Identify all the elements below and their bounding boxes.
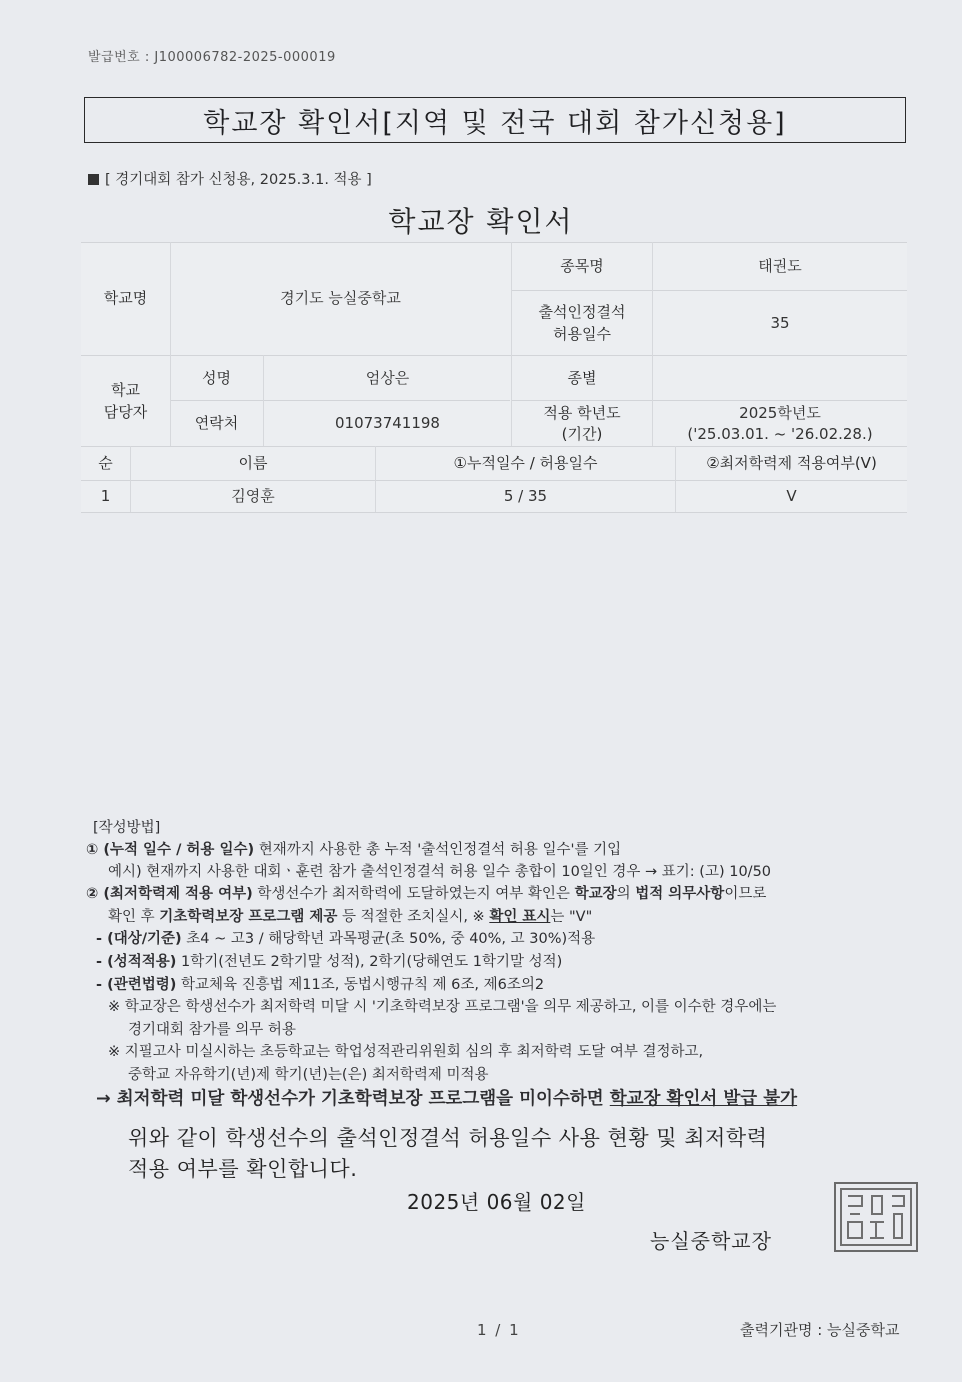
guide-line-4-text-e: 는 "V"	[550, 909, 593, 925]
manager-label-1: 학교	[111, 380, 140, 399]
guide-line-3-text-c: 의	[616, 886, 636, 902]
guide-line-3-text-d: 법적 의무사항	[635, 886, 725, 902]
guide-line-6-bold: - (성적적용)	[96, 954, 177, 970]
table-row-minimum: V	[786, 487, 797, 506]
seal-pattern	[836, 1184, 916, 1250]
header-title: 학교장 확인서[지역 및 전국 대회 참가신청용]	[203, 107, 787, 139]
guide-line-3	[86, 882, 766, 903]
table-row-days: 5 / 35	[503, 487, 548, 506]
manager-label	[81, 356, 170, 446]
issue-number: 발급번호 : J100006782-2025-000019	[88, 50, 336, 65]
allowed-days-label-2: 허용일수	[553, 325, 611, 343]
doc-title: 학교장 확인서	[388, 205, 574, 238]
guide-line-4-text-c: 등 적절한 조치실시, ※	[337, 909, 490, 925]
guide-line-11: 중학교 자유학기(년)제 학기(년)는(은) 최저학력제 미적용	[128, 1067, 489, 1083]
guide-heading: [작성방법]	[93, 820, 161, 836]
guide-line-12	[96, 1085, 797, 1110]
contact-label: 연락처	[194, 414, 239, 433]
guide-line-4-text-d: 확인 표시	[489, 909, 551, 925]
guide-line-9: 경기대회 참가를 의무 허용	[128, 1022, 296, 1038]
manager-label-2: 담당자	[103, 403, 148, 421]
allowed-days-label	[512, 291, 652, 355]
col-header-name: 이름	[238, 454, 268, 473]
issue-date: 2025년 06월 02일	[407, 1190, 586, 1214]
guide-line-7	[96, 973, 544, 994]
allowed-days-label-1: 출석인정결석	[538, 302, 626, 321]
table-row-name: 김영훈	[231, 487, 275, 506]
sub-note	[88, 168, 372, 189]
principal-name: 능실중학교장	[650, 1229, 772, 1253]
guide-line-7-text: 학교체육 진흥법 제11조, 동법시행규칙 제 6조, 제6조의2	[176, 977, 545, 993]
event-label: 종목명	[560, 256, 604, 275]
year-value-2: ('25.03.01. ~ '26.02.28.)	[687, 424, 873, 443]
col-header-days: ①누적일수 / 허용일수	[453, 454, 598, 473]
confirm-line-2: 적용 여부를 확인합니다.	[128, 1157, 358, 1181]
confirm-line-1: 위와 같이 학생선수의 출석인정결석 허용일수 사용 현황 및 최저학력	[128, 1126, 768, 1150]
guide-line-3-text-a: 학생선수가 최저학력에 도달하였는지 여부 확인은	[252, 886, 575, 902]
guide-line-2: 예시) 현재까지 사용한 대회ㆍ훈련 참가 출석인정결석 허용 일수 총합이 10일인 경우 → 표기: (고) 10/50	[108, 864, 772, 880]
year-label	[512, 401, 652, 446]
table-row-no: 1	[100, 487, 111, 506]
official-seal-icon	[834, 1182, 918, 1252]
school-value: 경기도 능실중학교	[280, 289, 401, 308]
guide-line-12-warning: 학교장 확인서 발급 불가	[609, 1089, 798, 1109]
table-line	[81, 512, 907, 513]
category-value	[653, 356, 907, 400]
guide-line-6-text: 1학기(전년도 2학기말 성적), 2학기(당해연도 1학기말 성적)	[176, 954, 563, 970]
issuing-org: 출력기관명 : 능실중학교	[740, 1321, 900, 1339]
guide-line-5-text: 초4 ~ 고3 / 해당학년 과목평균(초 50%, 중 40%, 고 30%)적용	[181, 931, 596, 947]
year-value-1: 2025학년도	[739, 404, 821, 423]
category-label: 종별	[567, 368, 597, 387]
header-title-box	[84, 97, 906, 143]
year-value	[653, 401, 907, 446]
school-label: 학교명	[103, 289, 148, 308]
contact-value: 01073741198	[335, 414, 440, 433]
col-header-minimum: ②최저학력제 적용여부(V)	[706, 454, 877, 473]
col-header-no: 순	[98, 454, 113, 473]
guide-line-5-bold: - (대상/기준)	[96, 931, 182, 947]
allowed-days-value: 35	[770, 313, 790, 332]
guide-line-7-bold: - (관련법령)	[96, 977, 177, 993]
sub-note-text: [ 경기대회 참가 신청용, 2025.3.1. 적용 ]	[105, 172, 372, 188]
square-bullet-icon	[88, 174, 99, 185]
year-label-2: (기간)	[561, 424, 603, 443]
guide-line-5	[96, 927, 595, 948]
guide-line-6	[96, 950, 562, 971]
guide-line-4-text-b: 기초학력보장 프로그램 제공	[159, 909, 338, 925]
page-number: 1 / 1	[477, 1321, 521, 1339]
guide-line-3-bold: ② (최저학력제 적용 여부)	[86, 886, 253, 902]
guide-line-1-text: 현재까지 사용한 총 누적 '출석인정결석 허용 일수'를 기입	[254, 842, 622, 858]
guide-line-3-text-b: 학교장	[574, 886, 617, 902]
event-value: 태권도	[758, 256, 802, 275]
guide-line-10: ※ 지필고사 미실시하는 초등학교는 학업성적관리위원회 심의 후 최저학력 도달 여부 결정하고,	[108, 1044, 704, 1060]
name-label: 성명	[202, 368, 231, 387]
guide-line-8: ※ 학교장은 학생선수가 최저학력 미달 시 '기초학력보장 프로그램'을 의무 제공하고, 이를 이수한 경우에는	[108, 999, 777, 1015]
name-value: 엄상은	[365, 368, 410, 387]
guide-line-12-text: → 최저학력 미달 학생선수가 기초학력보장 프로그램을 미이수하면	[96, 1089, 610, 1109]
guide-line-3-text-e: 이므로	[724, 886, 767, 902]
guide-line-4	[108, 905, 592, 926]
guide-line-4-text-a: 확인 후	[108, 909, 160, 925]
guide-line-1	[86, 838, 621, 859]
year-label-1: 적용 학년도	[543, 404, 621, 423]
guide-line-1-bold: ① (누적 일수 / 허용 일수)	[86, 842, 255, 858]
